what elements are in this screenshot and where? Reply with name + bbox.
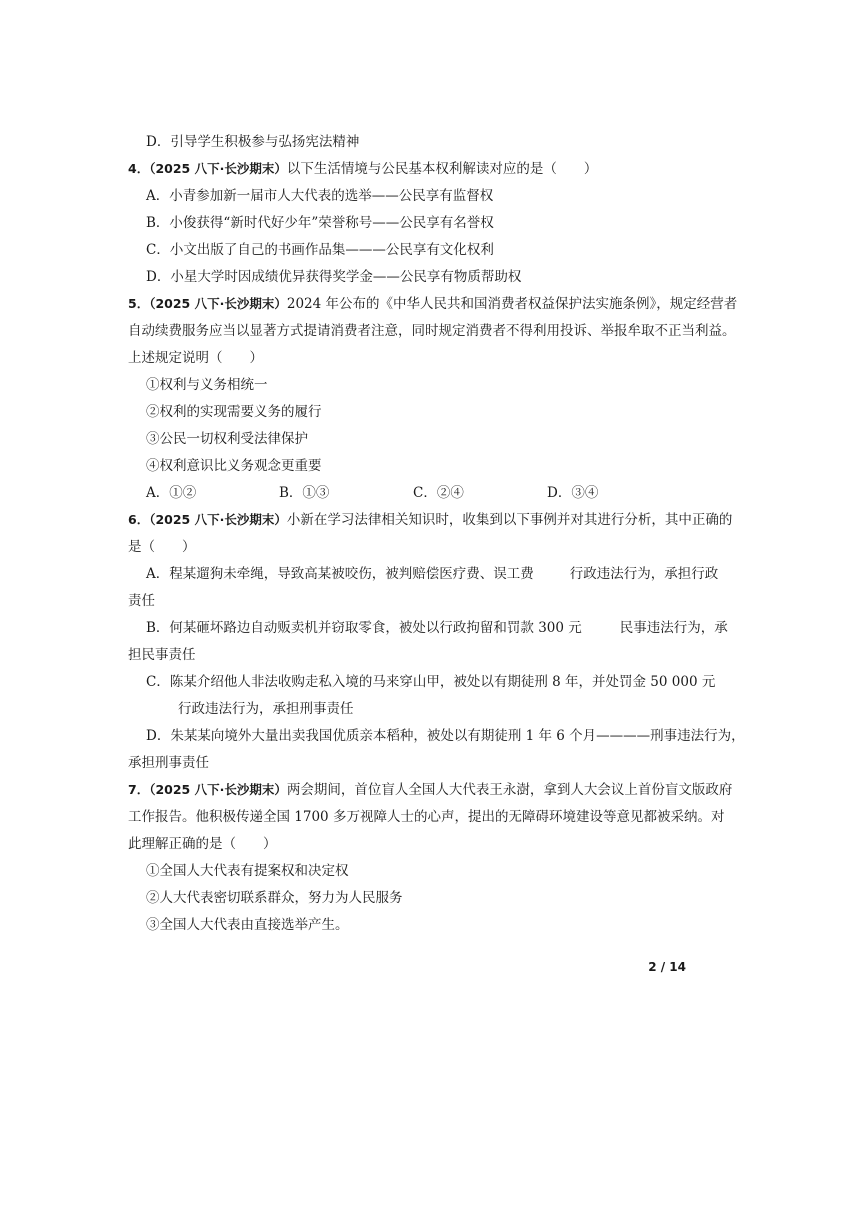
q5-item-1: ①权利与义务相统一 xyxy=(146,377,268,393)
q5-choice-a: A．①② xyxy=(146,485,197,501)
q5-item-2: ②权利的实现需要义务的履行 xyxy=(146,404,322,420)
q5-stem-line-3: 上述规定说明（ ） xyxy=(128,350,263,366)
q7-stem-text: 两会期间，首位盲人全国人大代表王永澍，拿到人大会议上首份盲文版政府 xyxy=(286,782,733,798)
q6-option-c-line-2: 行政违法行为，承担刑事责任 xyxy=(178,701,354,717)
q6-stem-text: 小新在学习法律相关知识时，收集到以下事例并对其进行分析，其中正确的 xyxy=(286,512,733,528)
q5-choice-c: C．②④ xyxy=(413,485,464,501)
q4-stem xyxy=(128,160,597,178)
q6-option-b-analysis: 民事违法行为，承 xyxy=(619,620,728,636)
q4-option-a: A．小青参加新一届市人大代表的选举——公民享有监督权 xyxy=(146,188,494,204)
q6-number: 6． xyxy=(128,512,150,527)
q6-option-d-line-1: D．朱某某向境外大量出卖我国优质亲本稻种，被处以有期徒刑 1 年 6 个月————刑事违法行为， xyxy=(146,728,745,744)
q4-source: （2025 八下·长沙期末） xyxy=(149,161,287,176)
q5-stem xyxy=(128,295,737,313)
q4-option-c: C．小文出版了自己的书画作品集———公民享有文化权利 xyxy=(146,242,494,258)
q6-option-a-line-1 xyxy=(146,565,718,583)
q6-option-b-line-1 xyxy=(146,619,728,637)
q6-option-a-text: A．程某遛狗未牵绳，导致高某被咬伤，被判赔偿医疗费、误工费 xyxy=(146,566,534,582)
q7-number: 7． xyxy=(128,782,150,797)
q5-source: （2025 八下·长沙期末） xyxy=(149,296,287,311)
q5-choice-b: B．①③ xyxy=(279,485,330,501)
q6-option-a-line-2: 责任 xyxy=(128,593,155,609)
q7-item-2: ②人大代表密切联系群众，努力为人民服务 xyxy=(146,890,403,906)
q5-choice-d: D．③④ xyxy=(547,485,599,501)
q7-stem xyxy=(128,781,732,799)
q6-option-c-line-1: C．陈某介绍他人非法收购走私入境的马来穿山甲，被处以有期徒刑 8 年，并处罚金 50 000 元 xyxy=(146,674,716,690)
q5-stem-line-2: 自动续费服务应当以显著方式提请消费者注意，同时规定消费者不得利用投诉、举报牟取不正当利益。 xyxy=(128,323,736,339)
q6-option-b-text: B．何某砸坏路边自动贩卖机并窃取零食，被处以行政拘留和罚款 300 元 xyxy=(146,620,582,636)
q5-item-3: ③公民一切权利受法律保护 xyxy=(146,431,308,447)
page-number: 2 / 14 xyxy=(648,960,686,974)
q5-number: 5． xyxy=(128,296,150,311)
q3-option-d: D．引导学生积极参与弘扬宪法精神 xyxy=(146,134,360,150)
q5-item-4: ④权利意识比义务观念更重要 xyxy=(146,458,322,474)
q7-item-3: ③全国人大代表由直接选举产生。 xyxy=(146,917,349,933)
q4-option-b: B．小俊获得“新时代好少年”荣誉称号——公民享有名誉权 xyxy=(146,215,494,231)
q5-stem-text: 2024 年公布的《中华人民共和国消费者权益保护法实施条例》，规定经营者 xyxy=(286,296,738,312)
q6-option-b-line-2: 担民事责任 xyxy=(128,647,196,663)
q6-stem xyxy=(128,511,732,529)
q6-option-a-analysis: 行政违法行为，承担行政 xyxy=(569,566,719,582)
q6-option-d-line-2: 承担刑事责任 xyxy=(128,755,209,771)
q6-stem-line-2: 是（ ） xyxy=(128,539,196,555)
q7-source: （2025 八下·长沙期末） xyxy=(149,782,287,797)
q4-number: 4． xyxy=(128,161,150,176)
q4-option-d: D．小星大学时因成绩优异获得奖学金——公民享有物质帮助权 xyxy=(146,269,522,285)
q7-stem-line-3: 此理解正确的是（ ） xyxy=(128,836,277,852)
q7-stem-line-2: 工作报告。他积极传递全国 1700 多万视障人士的心声，提出的无障碍环境建设等意见都被采纳。对 xyxy=(128,809,725,825)
q6-source: （2025 八下·长沙期末） xyxy=(149,512,287,527)
q7-item-1: ①全国人大代表有提案权和决定权 xyxy=(146,863,349,879)
q4-stem-text: 以下生活情境与公民基本权利解读对应的是（ ） xyxy=(286,161,598,177)
